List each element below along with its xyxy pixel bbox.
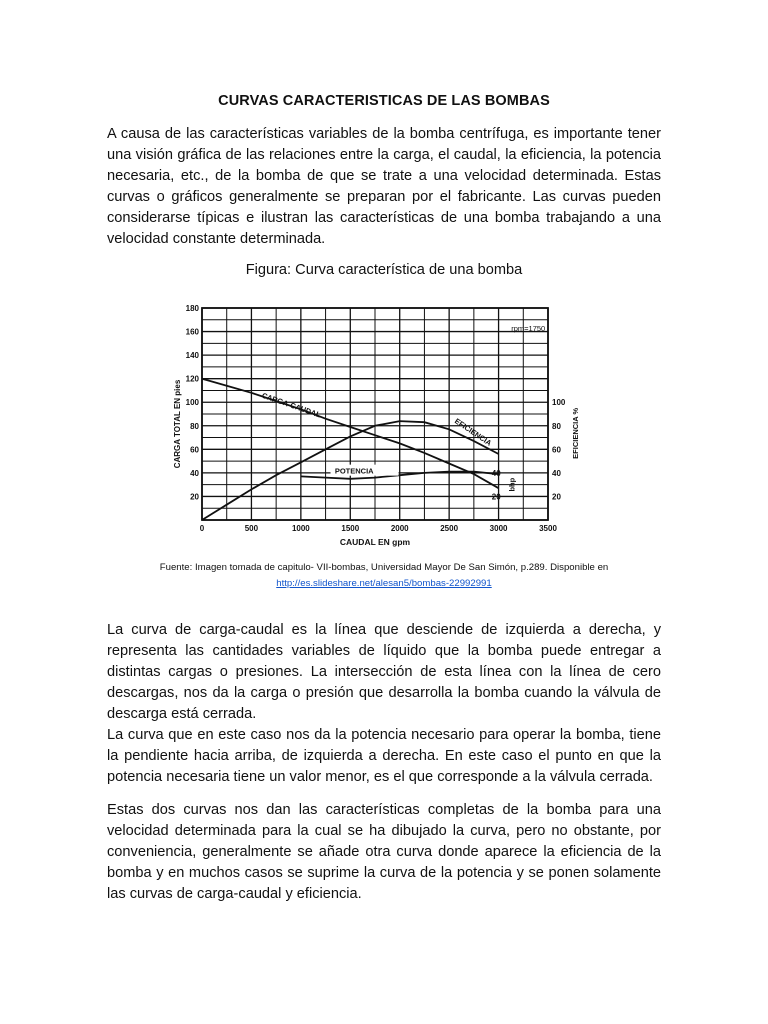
y-tick-label: 100 xyxy=(185,398,199,408)
y-tick-label: 160 xyxy=(185,327,199,337)
y2-tick-label: 80 xyxy=(552,421,561,431)
source-text: Fuente: Imagen tomada de capitulo- VII-bombas, Universidad Mayor De San Simón, p.289. Disponible en xyxy=(159,562,609,573)
y-axis-title: CARGA TOTAL EN pies xyxy=(173,379,182,469)
paragraph-potencia: La curva que en este caso nos da la potencia necesario para operar la bomba, tiene la pendiente hacia arriba, de izquierda a derecha. En este caso el punto en que la potencia necesaria tiene un valor menor, es el que corresponde a la válvula cerrada. xyxy=(107,727,661,785)
x-axis-title: CAUDAL EN gpm xyxy=(339,537,411,547)
pump-curve-chart xyxy=(168,298,590,556)
chart-svg xyxy=(168,298,590,556)
y-tick-label: 20 xyxy=(190,492,199,502)
potencia-label: POTENCIA xyxy=(334,466,374,476)
y3-tick-label: 20 xyxy=(491,492,501,502)
x-tick-label: 3000 xyxy=(489,524,508,533)
y-tick-label: 140 xyxy=(185,351,199,361)
y3-tick-label: 40 xyxy=(491,468,501,478)
y-tick-label: 180 xyxy=(185,304,199,313)
x-tick-label: 0 xyxy=(199,524,205,533)
x-tick-label: 1500 xyxy=(341,524,360,533)
y-tick-label: 120 xyxy=(185,374,199,384)
y-tick-label: 80 xyxy=(190,421,199,431)
y2-tick-label: 100 xyxy=(552,398,566,408)
x-tick-label: 500 xyxy=(244,524,259,533)
paragraph-carga-caudal: La curva de carga-caudal es la línea que desciende de izquierda a derecha, y representa las cantidades variables de líquido que la bomba puede entregar a distintas cargas o presiones. La intersección de esta línea con la línea de cero descargas, nos da la carga o presión que desarrolla la bomba cuando la válvula de descarga está cerrada. xyxy=(107,622,661,722)
y3-axis-title: bhp xyxy=(507,477,517,492)
eficiencia-label: EFICIENCIA xyxy=(452,416,494,448)
x-tick-label: 3500 xyxy=(539,524,557,533)
x-tick-label: 2000 xyxy=(390,524,409,533)
y-tick-label: 40 xyxy=(190,468,199,478)
x-tick-label: 2500 xyxy=(440,524,459,533)
page-title: CURVAS CARACTERISTICAS DE LAS BOMBAS xyxy=(218,93,550,109)
figure-caption: Figura: Curva característica de una bomba xyxy=(245,262,523,278)
y2-axis-title: EFICIENCIA % xyxy=(571,407,580,459)
y2-tick-label: 60 xyxy=(552,445,561,455)
source-link[interactable]: http://es.slideshare.net/alesan5/bombas-22992991 xyxy=(276,578,492,589)
intro-paragraph: A causa de las características variables de la bomba centrífuga, es importante tener una visión gráfica de las relaciones entre la carga, el caudal, la eficiencia, la potencia necesaria, etc., de la bomba de que se trate a una velocidad determinada. Estas curvas o gráficos generalmente se preparan por el fabricante. Las curvas pueden considerarse típicas e ilustran las características de una bomba trabajando a una velocidad constante determinada. xyxy=(107,126,661,247)
x-tick-label: 1000 xyxy=(291,524,310,533)
carga-caudal-label: CARGA-CAUDAL xyxy=(260,390,322,420)
figure-source xyxy=(0,560,768,592)
rpm-annotation: rpm=1750 xyxy=(511,324,546,334)
y2-tick-label: 40 xyxy=(552,468,561,478)
y-tick-label: 60 xyxy=(190,445,199,455)
y2-tick-label: 20 xyxy=(552,492,561,502)
paragraph-eficiencia: Estas dos curvas nos dan las características completas de la bomba para una velocidad determinada para la cual se ha dibujado la curva, pero no obstante, por conveniencia, generalmente se añade otra curva donde aparece la eficiencia de la bomba y en muchos casos se suprime la curva de la potencia y se ponen solamente las curvas de carga-caudal y eficiencia. xyxy=(107,802,661,902)
